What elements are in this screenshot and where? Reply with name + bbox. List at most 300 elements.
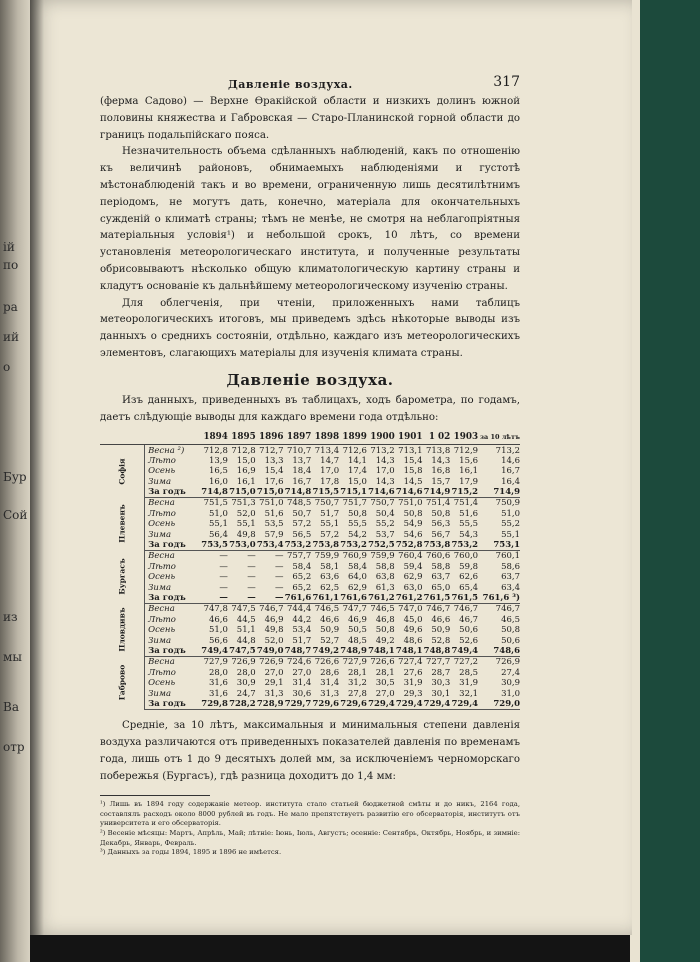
left-facing-page	[0, 0, 30, 962]
table-cell: 729,4	[451, 698, 479, 709]
table-cell: 16,9	[236, 466, 256, 477]
table-cell: 715,5	[312, 487, 340, 498]
table-cell: 14,1	[347, 455, 367, 466]
table-cell: 29,1	[264, 678, 284, 689]
table-cell: 58,8	[431, 561, 451, 572]
table-row	[100, 678, 520, 688]
table-cell: 14,5	[403, 476, 423, 487]
table-cell: 17,0	[375, 466, 395, 477]
table-cell: 56,7	[431, 529, 451, 540]
table-cell: 46,9	[347, 614, 367, 625]
table-cell: 50,8	[375, 625, 395, 636]
left-page-text: Бур	[3, 470, 27, 484]
table-cell: 28,1	[347, 667, 367, 678]
table-cell: 64,0	[347, 572, 367, 583]
table-cell: 50,4	[375, 508, 395, 519]
table-cell: 753,2	[340, 540, 367, 551]
season-label: Лѣто	[148, 455, 176, 466]
table-cell: 52,6	[459, 635, 479, 646]
table-row	[100, 625, 520, 635]
table-cell: 31,2	[347, 678, 367, 689]
station-label	[100, 445, 145, 498]
table-cell: 714,6	[395, 487, 423, 498]
table-cell: 15,7	[431, 476, 451, 487]
table-cell: 747,7	[342, 604, 367, 615]
table-cell: —	[219, 551, 228, 562]
table-row	[100, 529, 520, 539]
table-cell: 53,7	[375, 529, 395, 540]
table-cell: 31,9	[459, 678, 479, 689]
table-cell: 757,7	[286, 551, 312, 562]
table-cell: 753,2	[451, 540, 479, 551]
season-label: Зима	[148, 476, 172, 487]
table-cell: 715,0	[256, 487, 284, 498]
table-cell: 59,4	[403, 561, 423, 572]
table-cell: 713,2	[370, 445, 395, 456]
table-cell: —	[247, 551, 256, 562]
table-cell: 62,6	[459, 572, 479, 583]
table-cell: 759,9	[370, 551, 395, 562]
table-cell: 750,9	[495, 498, 520, 509]
season-label: Лѣто	[148, 508, 176, 519]
table-cell: 57,2	[292, 519, 312, 530]
table-cell: 59,8	[459, 561, 479, 572]
table-cell: 749,2	[312, 645, 340, 656]
table-cell: 712,7	[259, 445, 284, 456]
table-cell: 760,6	[425, 551, 451, 562]
table-row	[100, 551, 520, 562]
table-cell: 729,0	[478, 699, 520, 710]
table-cell: 54,6	[403, 529, 423, 540]
table-cell: 746,7	[453, 604, 479, 615]
table-row	[100, 509, 520, 519]
table-cell: 761,6 ³)	[478, 593, 520, 604]
station-name: Бургасъ	[117, 558, 127, 595]
season-label: Осень	[148, 519, 176, 530]
paragraph: Для облегченія, при чтеніи, приложенныхъ нами таблицъ метеорологическихъ итоговъ, мы приведемъ здѣсь нѣкоторые выводы изъ данныхъ о среднихъ состояніи, отдѣльно, каждаго изъ метеорологическихъ элементовъ, слагающихъ матеріалы для изученія климата страны.	[100, 297, 520, 359]
table-cell: 55,5	[347, 519, 367, 530]
table-cell: 760,1	[495, 551, 520, 562]
table-cell: 27,0	[292, 667, 312, 678]
table-cell: 761,2	[368, 593, 395, 603]
season-label: Осень	[148, 466, 176, 477]
paragraph-after-table: Средніе, за 10 лѣтъ, максимальныя и минимальныя степени давленія воздуха различаются отъ приведенныхъ показателей давленія по временамъ года, лишь отъ 1 до 9 десятыхъ долей мм, за исключеніемъ черноморскаго побережья (Бургасъ), гдѣ разница доходитъ до 1,4 мм:	[100, 720, 520, 782]
table-cell: 715,2	[451, 487, 479, 498]
station-label	[100, 657, 145, 710]
table-cell: 746,7	[425, 604, 451, 615]
table-cell: 30,6	[292, 688, 312, 699]
table-header-year: 1 02	[423, 429, 451, 445]
footnote-divider	[100, 795, 210, 796]
table-cell: 62,9	[347, 582, 367, 593]
table-cell: 28,7	[431, 667, 451, 678]
table-header-station	[100, 429, 145, 445]
season-label: Весна	[148, 498, 175, 509]
table-row	[100, 582, 520, 592]
table-cell: 16,8	[431, 466, 451, 477]
table-row	[100, 498, 520, 509]
table-cell: 712,8	[231, 445, 256, 456]
left-page-text: мы	[3, 650, 22, 664]
table-cell: 751,4	[453, 498, 479, 509]
table-cell: 728,9	[256, 698, 284, 709]
table-cell: 14,3	[375, 476, 395, 487]
table-cell: 714,8	[284, 487, 312, 498]
table-cell: 748,1	[395, 645, 423, 656]
table-cell: 54,2	[347, 529, 367, 540]
table-cell: 30,5	[375, 678, 395, 689]
table-cell: 30,9	[501, 678, 520, 689]
table-cell: 17,4	[347, 466, 367, 477]
table-cell: 51,0	[208, 508, 228, 519]
left-page-text: отр	[3, 740, 25, 754]
table-header-year: 1898	[311, 429, 339, 445]
table-cell: 713,4	[314, 445, 340, 456]
table-cell: 17,9	[459, 476, 479, 487]
table-cell: 746,7	[259, 604, 284, 615]
table-cell: 51,7	[320, 508, 340, 519]
table-cell: —	[219, 561, 228, 572]
table-header-year: за 10 лѣтъ	[478, 429, 520, 445]
table-cell: 753,8	[423, 540, 451, 551]
table-cell: 14,3	[431, 455, 451, 466]
table-cell: 712,9	[453, 445, 479, 456]
table-cell: 761,5	[451, 593, 479, 603]
table-cell: 56,5	[292, 529, 312, 540]
table-cell: 14,3	[375, 455, 395, 466]
station-name: Софія	[117, 457, 127, 485]
table-cell: 751,0	[398, 498, 423, 509]
table-cell: 748,6	[478, 646, 520, 657]
section-title: Давленіе воздуха.	[226, 370, 394, 389]
table-cell: 52,8	[431, 635, 451, 646]
table-cell: 44,2	[292, 614, 312, 625]
table-cell: 727,9	[203, 657, 228, 668]
table-cell: 714,8	[201, 487, 228, 498]
table-cell: 753,1	[478, 540, 520, 551]
page-gutter-shadow	[30, 0, 44, 935]
table-row	[100, 635, 520, 645]
table-row	[100, 466, 520, 476]
table-cell: 52,0	[236, 508, 256, 519]
table-cell: 44,8	[236, 635, 256, 646]
left-page-text: ий	[3, 330, 19, 344]
table-cell: 30,1	[431, 688, 451, 699]
table-cell: 18,4	[292, 466, 312, 477]
season-label: Лѣто	[148, 561, 176, 572]
table-cell: —	[200, 593, 228, 604]
table-body	[100, 445, 520, 710]
table-cell: —	[247, 572, 256, 583]
table-cell: 46,6	[208, 614, 228, 625]
table-cell: 712,8	[203, 445, 228, 456]
table-cell: 27,6	[403, 667, 423, 678]
table-cell: 51,0	[208, 625, 228, 636]
table-cell: 49,8	[264, 625, 284, 636]
table-cell: 760,0	[453, 551, 479, 562]
table-cell: 27,4	[501, 667, 520, 678]
table-cell: 724,6	[286, 657, 312, 668]
table-cell: 13,3	[264, 455, 284, 466]
table-header-year: 1895	[228, 429, 256, 445]
table-row	[100, 477, 520, 487]
table-cell: 15,0	[236, 455, 256, 466]
table-cell: 58,8	[375, 561, 395, 572]
table-cell: 729,6	[312, 698, 340, 709]
table-cell: 713,1	[398, 445, 423, 456]
table-cell: 53,4	[292, 625, 312, 636]
table-cell: 727,4	[398, 657, 423, 668]
table-cell: 761,1	[312, 593, 340, 603]
table-cell: 63,6	[320, 572, 340, 583]
table-cell: 761,2	[395, 593, 423, 603]
table-cell: 65,0	[431, 582, 451, 593]
table-cell: 63,0	[403, 582, 423, 593]
table-cell: 748,9	[340, 645, 367, 656]
table-cell: 17,6	[264, 476, 284, 487]
table-cell: 752,5	[368, 540, 395, 551]
table-cell: 750,7	[370, 498, 395, 509]
table-cell: 55,1	[320, 519, 340, 530]
table-cell: 46,8	[375, 614, 395, 625]
table-cell: 44,5	[236, 614, 256, 625]
table-cell: 714,6	[368, 487, 395, 498]
table-cell: —	[247, 561, 256, 572]
table-cell: 31,0	[501, 688, 520, 699]
table-cell: 748,1	[368, 645, 395, 656]
left-page-text: Ва	[3, 700, 19, 714]
season-label: За годъ	[145, 487, 201, 498]
pressure-table	[100, 429, 520, 710]
table-cell: 753,4	[256, 540, 284, 551]
table-cell: 31,6	[208, 678, 228, 689]
table-row	[100, 646, 520, 657]
table-cell: 15,4	[264, 466, 284, 477]
table-cell: 17,8	[320, 476, 340, 487]
running-head-title: Давленіе воздуха.	[228, 78, 353, 91]
table-cell: 726,6	[370, 657, 395, 668]
table-cell: 744,4	[286, 604, 312, 615]
table-cell: 50,9	[431, 625, 451, 636]
table-row	[100, 593, 520, 604]
table-cell: 749,4	[451, 645, 479, 656]
table-cell: 54,9	[403, 519, 423, 530]
season-label: Зима	[148, 529, 172, 540]
table-cell: 14,6	[501, 455, 520, 466]
table-cell: 52,7	[320, 635, 340, 646]
table-cell: 55,5	[459, 519, 479, 530]
table-cell: 751,3	[231, 498, 256, 509]
table-cell: 729,4	[368, 698, 395, 709]
table-cell: 14,7	[320, 455, 340, 466]
table-cell: 761,5	[423, 593, 451, 603]
table-cell: 712,6	[342, 445, 367, 456]
table-cell: 13,9	[208, 455, 228, 466]
table-cell: 61,3	[375, 582, 395, 593]
table-cell: 50,9	[320, 625, 340, 636]
table-cell: 729,8	[201, 698, 228, 709]
table-cell: 715,0	[229, 487, 256, 498]
table-cell: 750,7	[314, 498, 340, 509]
paragraph: (ферма Садово) — Верхне Ѳракійской области и низкихъ долинъ южной половины княжества и Габровская — Старо-Планинской горной области до границъ подальпійскаго пояса.	[100, 96, 520, 141]
table-cell: 51,7	[292, 635, 312, 646]
station-label	[100, 551, 145, 604]
table-row	[100, 615, 520, 625]
season-label: Зима	[148, 688, 172, 699]
table-cell: 65,2	[292, 572, 312, 583]
table-cell: 46,6	[320, 614, 340, 625]
season-label: Осень	[148, 625, 176, 636]
table-cell: 28,6	[320, 667, 340, 678]
station-name: Плевенъ	[117, 504, 127, 543]
table-cell: 65,4	[459, 582, 479, 593]
table-cell: 761,6	[340, 593, 367, 603]
table-row	[100, 456, 520, 466]
season-label: Лѣто	[148, 614, 176, 625]
table-cell: 62,9	[403, 572, 423, 583]
table-cell: —	[256, 593, 284, 604]
table-cell: 747,8	[203, 604, 228, 615]
table-cell: 727,7	[425, 657, 451, 668]
table-cell: 31,9	[403, 678, 423, 689]
table-cell: 54,3	[459, 529, 479, 540]
table-row	[100, 519, 520, 529]
table-cell: 48,5	[347, 635, 367, 646]
table-cell: 726,6	[314, 657, 340, 668]
table-header-year: 1901	[395, 429, 423, 445]
table-cell: 27,8	[347, 688, 367, 699]
table-cell: 55,1	[501, 529, 520, 540]
table-cell: 27,0	[375, 688, 395, 699]
table-row	[100, 688, 520, 698]
table-cell: 753,2	[284, 540, 312, 551]
season-label: За годъ	[145, 699, 201, 710]
table-cell: 30,3	[431, 678, 451, 689]
table-cell: 728,2	[229, 698, 256, 709]
footnote: ³) Данныхъ за годы 1894, 1895 и 1896 не имѣется.	[100, 848, 282, 857]
season-label: Осень	[148, 572, 176, 583]
table-cell: 50,8	[501, 625, 520, 636]
table-cell: 714,9	[423, 487, 451, 498]
table-cell: 746,5	[314, 604, 340, 615]
table-cell: 50,5	[347, 625, 367, 636]
table-row	[100, 572, 520, 582]
table-cell: —	[219, 582, 228, 593]
table-cell: 13,7	[292, 455, 312, 466]
table-cell: 51,1	[236, 625, 256, 636]
table-cell: 726,9	[495, 657, 520, 668]
left-page-text: по	[3, 258, 19, 272]
footnote: ¹) Лишь въ 1894 году содержаніе метеор. института стало статьей бюджетной смѣты и до никъ, 2164 года, составлялъ расходъ около 8000 рублей въ годъ. Не мало препятствуетъ развитію его обсерваторія, институтъ отъ университета и его обсерваторія.	[100, 800, 520, 828]
table-header-row	[100, 429, 520, 445]
table-cell: 748,8	[423, 645, 451, 656]
table-cell: 32,1	[459, 688, 479, 699]
table-cell: 51,0	[501, 508, 520, 519]
table-cell: 747,5	[229, 645, 256, 656]
table-cell: 58,6	[501, 561, 520, 572]
table-row	[100, 540, 520, 551]
table-cell: 747,0	[398, 604, 423, 615]
season-label: Осень	[148, 678, 176, 689]
table-cell: 31,4	[320, 678, 340, 689]
table-cell: —	[275, 582, 284, 593]
table-cell: 46,6	[431, 614, 451, 625]
table-cell: 50,8	[403, 508, 423, 519]
table-cell: 747,5	[231, 604, 256, 615]
table-cell: 760,9	[342, 551, 367, 562]
table-header-year: 1899	[339, 429, 367, 445]
table-cell: 28,0	[208, 667, 228, 678]
table-cell: 746,5	[370, 604, 395, 615]
left-page-text: о	[3, 360, 11, 374]
table-cell: 15,0	[347, 476, 367, 487]
season-label: Лѣто	[148, 667, 176, 678]
table-row	[100, 445, 520, 456]
season-label: Весна	[148, 551, 175, 562]
table-cell: 56,6	[208, 635, 228, 646]
table-cell: 50,6	[501, 635, 520, 646]
table-cell: 29,3	[403, 688, 423, 699]
table-cell: 49,2	[375, 635, 395, 646]
table-cell: 761,6	[284, 593, 312, 603]
table-cell: 729,4	[395, 698, 423, 709]
table-cell: 55,1	[208, 519, 228, 530]
table-cell: 749,4	[201, 645, 228, 656]
table-cell: 55,2	[375, 519, 395, 530]
table-cell: 714,9	[478, 487, 520, 498]
table-cell: 63,8	[375, 572, 395, 583]
table-cell: 28,5	[459, 667, 479, 678]
table-cell: 56,4	[208, 529, 228, 540]
table-cell: 15,6	[459, 455, 479, 466]
station-name: Пловдивъ	[117, 607, 127, 652]
table-cell: 729,4	[423, 698, 451, 709]
table-cell: 55,2	[501, 519, 520, 530]
table-cell: 710,7	[286, 445, 312, 456]
table-cell: 727,9	[342, 657, 367, 668]
station-name: Габрово	[117, 664, 127, 701]
table-cell: 52,0	[264, 635, 284, 646]
table-cell: 746,7	[495, 604, 520, 615]
table-cell: 16,1	[236, 476, 256, 487]
table-cell: 748,5	[286, 498, 312, 509]
table-cell: 50,8	[347, 508, 367, 519]
station-label	[100, 604, 145, 657]
table-cell: 726,9	[259, 657, 284, 668]
table-cell: 31,6	[208, 688, 228, 699]
left-page-text: ій	[3, 240, 15, 254]
table-cell: 726,9	[231, 657, 256, 668]
season-label: За годъ	[145, 646, 201, 657]
table-cell: 45,0	[403, 614, 423, 625]
station-label	[100, 498, 145, 551]
table-cell: —	[219, 572, 228, 583]
table-header-year: 1896	[256, 429, 284, 445]
left-page-text: Сой	[3, 508, 28, 522]
table-cell: 751,7	[342, 498, 367, 509]
season-label: Весна ²)	[148, 445, 185, 456]
table-cell: —	[275, 572, 284, 583]
table-cell: 713,2	[495, 445, 520, 456]
table-row	[100, 657, 520, 668]
footnote: ²) Весеніе мѣсяцы: Мартъ, Апрѣль, Май; лѣтніе: Іюнь, Іюль, Августъ; осенніе: Сентябрь, Октябрь, Ноябрь, и зимніе: Декабрь, Январь, Февраль.	[100, 829, 520, 847]
season-label: Весна	[148, 604, 175, 615]
page-number: 317	[493, 74, 520, 90]
table-cell: 49,8	[236, 529, 256, 540]
table-cell: 753,5	[201, 540, 228, 551]
season-label: Зима	[148, 635, 172, 646]
book-cover	[640, 0, 700, 962]
